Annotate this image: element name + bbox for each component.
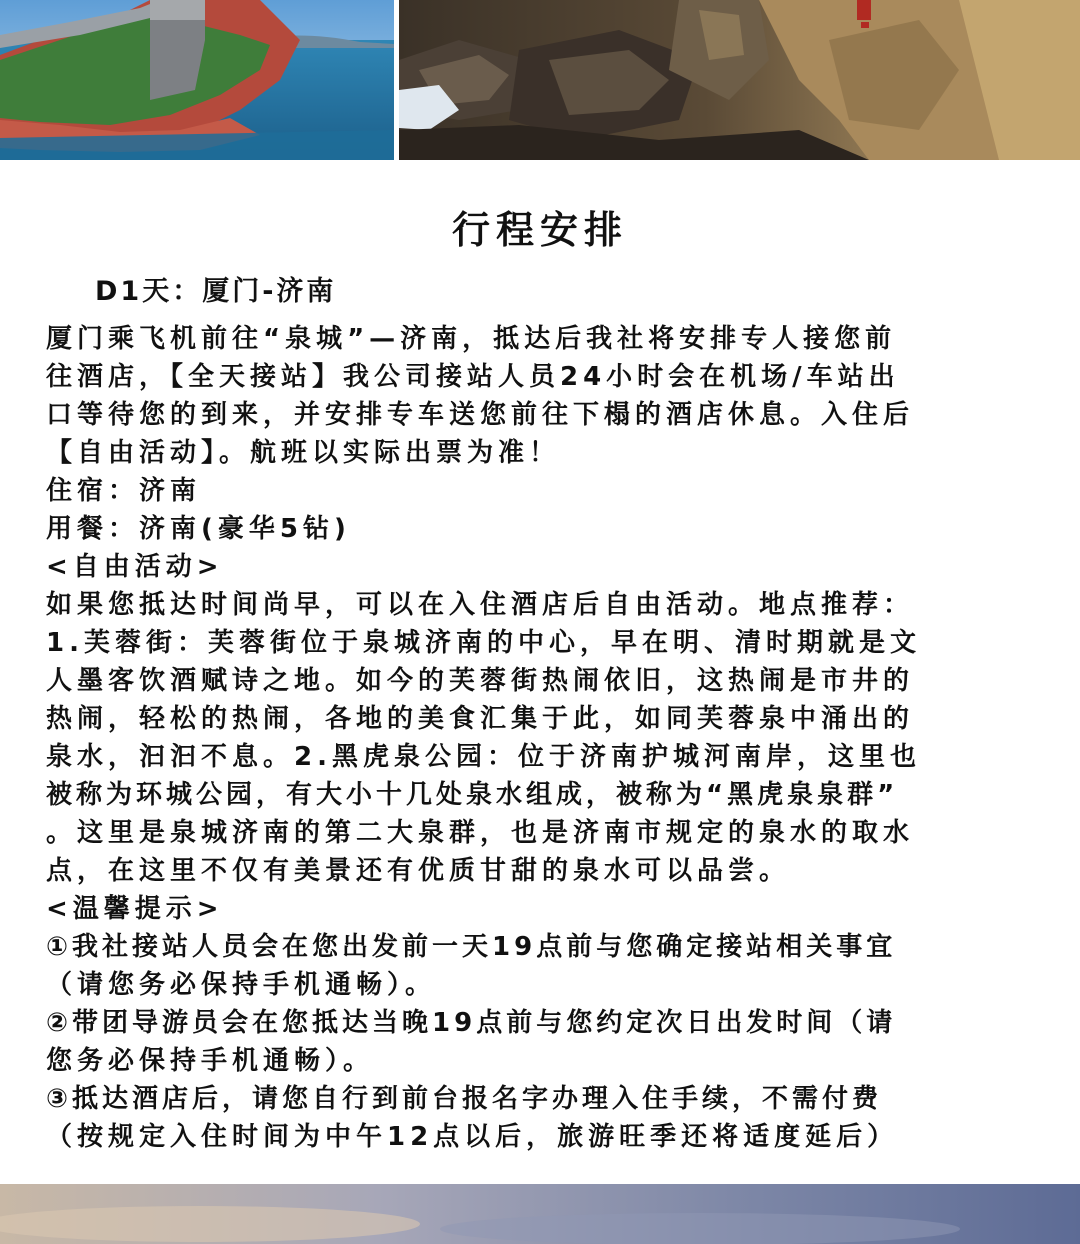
rock-carving-photo: [399, 0, 1080, 160]
free-activity-heading: <自由活动>: [46, 552, 224, 582]
coastal-wall-photo: [0, 0, 394, 160]
tips-heading: <温馨提示>: [46, 894, 224, 924]
text-line: 【自由活动】。航班以实际出票为准！: [46, 438, 561, 468]
text-line: 厦门乘飞机前往“泉城”—济南，抵达后我社将安排专人接您前: [46, 324, 897, 354]
meals-line: 用餐：济南(豪华5钻): [46, 514, 351, 544]
text-line: 口等待您的到来，并安排专车送您前往下榻的酒店休息。入住后: [46, 400, 915, 430]
tip-item: ③抵达酒店后，请您自行到前台报名字办理入住手续，不需付费: [46, 1084, 883, 1114]
text-line: 人墨客饮酒赋诗之地。如今的芙蓉街热闹依旧，这热闹是市井的: [46, 666, 915, 696]
tip-item: ①我社接站人员会在您出发前一天19点前与您确定接站相关事宜: [46, 932, 897, 962]
itinerary-content: [46, 320, 1046, 1156]
text-line: 热闹，轻松的热闹，各地的美食汇集于此，如同芙蓉泉中涌出的: [46, 704, 915, 734]
day-heading: D1天：厦门-济南: [95, 276, 337, 307]
text-line: 被称为环城公园，有大小十几处泉水组成，被称为“黑虎泉泉群”: [46, 780, 899, 810]
text-line: 泉水，汩汩不息。2.黑虎泉公园：位于济南护城河南岸，这里也: [46, 742, 921, 772]
text-line: 往酒店，【全天接站】我公司接站人员24小时会在机场/车站出: [46, 362, 900, 392]
tip-item: （请您务必保持手机通畅）。: [46, 970, 437, 1000]
text-line: 如果您抵达时间尚早，可以在入住酒店后自由活动。地点推荐：: [46, 590, 915, 620]
sky-photo: [0, 1184, 1080, 1244]
itinerary-title: 行程安排: [451, 208, 628, 252]
tip-item: ②带团导游员会在您抵达当晚19点前与您约定次日出发时间（请: [46, 1008, 897, 1038]
text-line: 1.芙蓉街：芙蓉街位于泉城济南的中心，早在明、清时期就是文: [46, 628, 921, 658]
text-line: 点，在这里不仅有美景还有优质甘甜的泉水可以品尝。: [46, 856, 791, 886]
text-line: 。这里是泉城济南的第二大泉群，也是济南市规定的泉水的取水: [46, 818, 915, 848]
tip-item: 您务必保持手机通畅）。: [46, 1046, 375, 1076]
accommodation-line: 住宿：济南: [46, 476, 202, 506]
tip-item: （按规定入住时间为中午12点以后，旅游旺季还将适度延后）: [46, 1122, 899, 1152]
